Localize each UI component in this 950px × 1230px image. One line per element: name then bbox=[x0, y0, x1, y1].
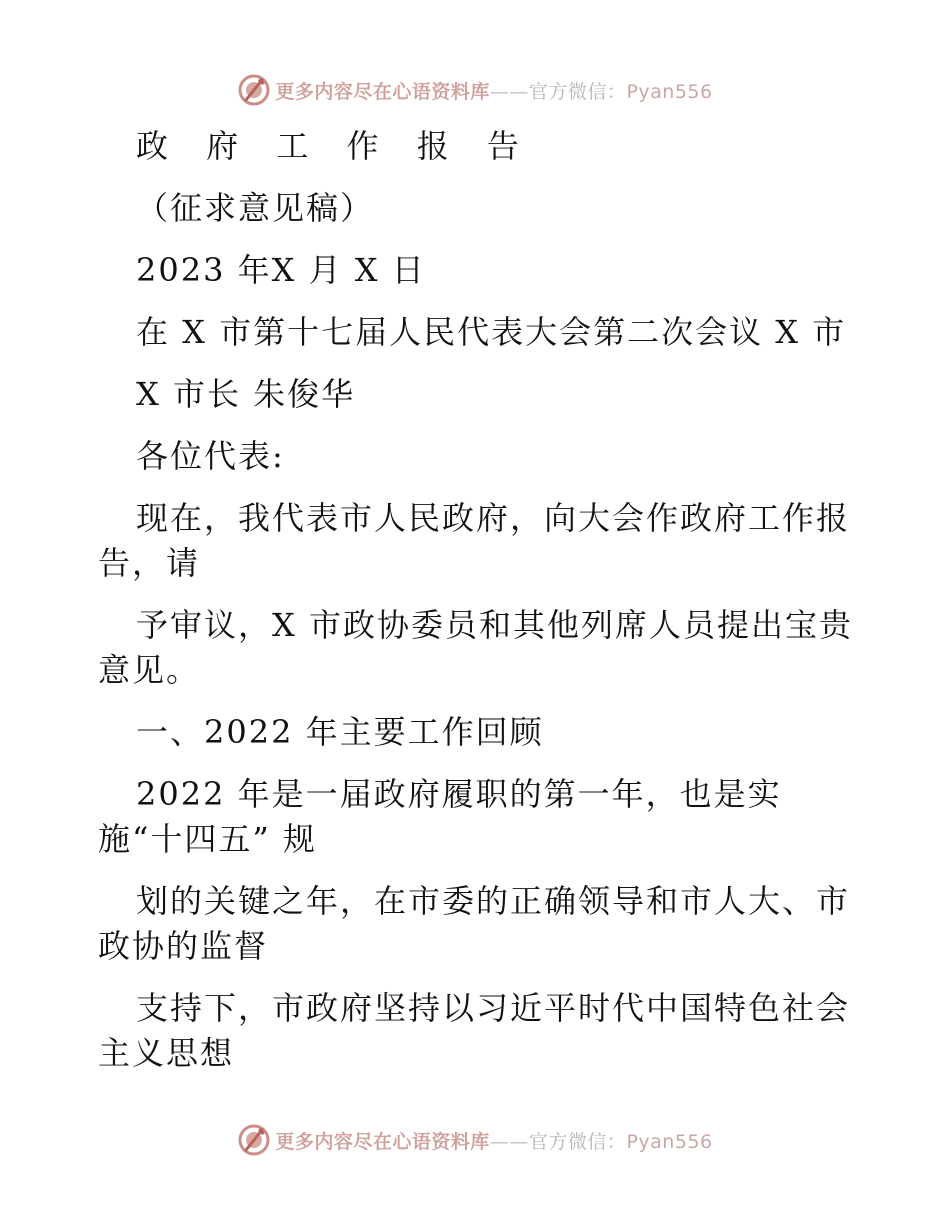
pen-seal-icon bbox=[237, 1123, 271, 1157]
section-heading: 一、2022 年主要工作回顾 bbox=[136, 713, 544, 751]
document-salutation: 各位代表: bbox=[136, 437, 285, 475]
paragraph-line: 支持下，市政府坚持以习近平时代中国特色社会 bbox=[136, 989, 851, 1027]
watermark-title: 更多内容尽在心语资料库 bbox=[275, 1130, 490, 1153]
paragraph-line: 主义思想 bbox=[98, 1034, 235, 1072]
paragraph-line: 意见。 bbox=[98, 651, 201, 689]
paragraph-line: 予审议，X 市政协委员和其他列席人员提出宝贵 bbox=[136, 606, 853, 644]
watermark-text bbox=[275, 1127, 712, 1154]
document-date: 2023 年X 月 X 日 bbox=[136, 251, 426, 289]
header-watermark-banner bbox=[0, 70, 950, 110]
paragraph-line: 施“十四五” 规 bbox=[98, 820, 317, 858]
paragraph-line: 2022 年是一届政府履职的第一年，也是实 bbox=[136, 775, 782, 813]
paragraph-line: 现在，我代表市人民政府，向大会作政府工作报 bbox=[136, 499, 851, 537]
document-body bbox=[98, 124, 858, 1076]
paragraph-line: 告，请 bbox=[98, 544, 201, 582]
document-speaker: X 市长 朱俊华 bbox=[136, 375, 356, 413]
watermark-dash: —— bbox=[489, 1130, 529, 1153]
watermark-text bbox=[275, 77, 712, 104]
document-venue: 在 X 市第十七届人民代表大会第二次会议 X 市 bbox=[136, 313, 847, 351]
watermark-wechat-id: Pyan556 bbox=[626, 1130, 713, 1153]
pen-seal-icon bbox=[237, 73, 271, 107]
watermark-dash: —— bbox=[489, 80, 529, 103]
paragraph-line: 划的关键之年，在市委的正确领导和市人大、市 bbox=[136, 882, 851, 920]
watermark-wechat-label: 官方微信： bbox=[528, 1130, 627, 1153]
document-subtitle: （征求意见稿） bbox=[136, 189, 375, 227]
footer-watermark-banner bbox=[0, 1120, 950, 1160]
watermark-wechat-label: 官方微信： bbox=[528, 80, 627, 103]
paragraph-line: 政协的监督 bbox=[98, 927, 269, 965]
watermark-title: 更多内容尽在心语资料库 bbox=[275, 80, 490, 103]
document-title: 政 府 工 作 报 告 bbox=[136, 127, 533, 165]
watermark-wechat-id: Pyan556 bbox=[626, 80, 713, 103]
